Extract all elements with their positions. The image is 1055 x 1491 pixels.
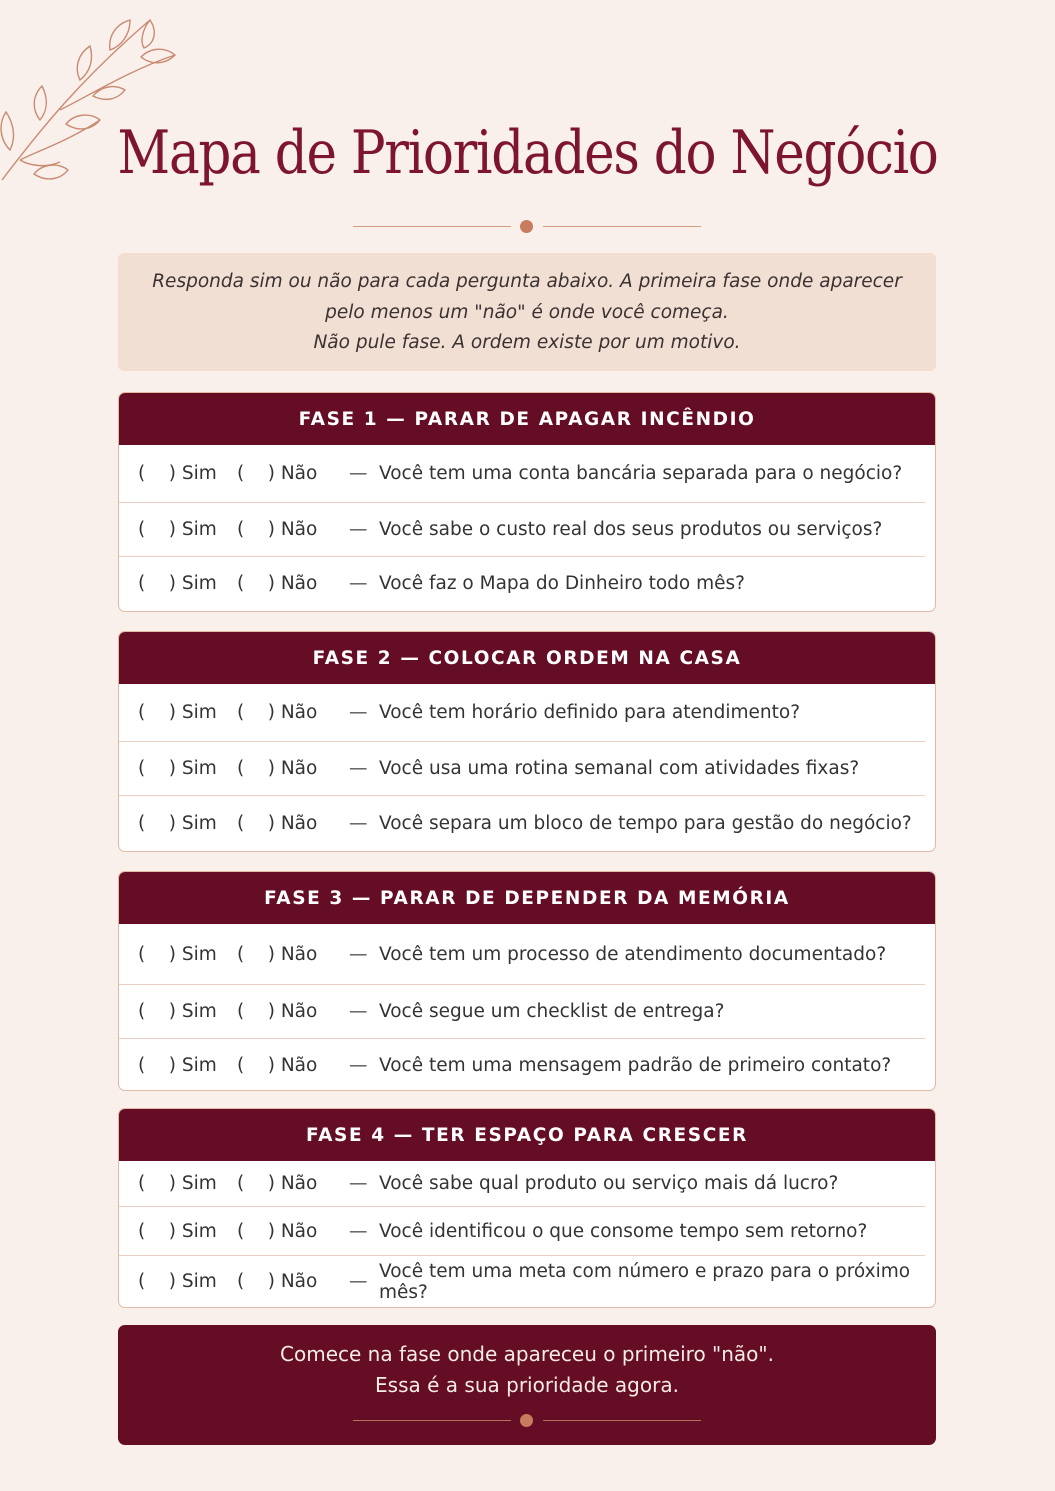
phase-4-card — [118, 1108, 936, 1308]
nao-checkbox[interactable]: ( ) Não — [237, 572, 318, 594]
dash-separator: — — [349, 1271, 368, 1292]
question-text: Você separa um bloco de tempo para gestão do negócio? — [379, 813, 912, 834]
dash-separator: — — [349, 572, 368, 594]
dash-separator: — — [349, 758, 368, 779]
sim-checkbox[interactable]: ( ) Sim — [138, 1220, 217, 1242]
sim-checkbox[interactable]: ( ) Sim — [138, 519, 217, 540]
nao-checkbox[interactable]: ( ) Não — [237, 813, 318, 834]
question-row — [119, 1207, 925, 1256]
question-text: Você identificou o que consome tempo sem retorno? — [379, 1220, 868, 1242]
question-row — [119, 445, 925, 503]
nao-checkbox[interactable]: ( ) Não — [237, 702, 318, 723]
question-text: Você segue um checklist de entrega? — [379, 1001, 725, 1022]
sim-checkbox[interactable]: ( ) Sim — [138, 1173, 217, 1194]
divider-dot-icon — [520, 220, 533, 233]
nao-checkbox[interactable]: ( ) Não — [237, 1173, 318, 1194]
phase-3-card — [118, 871, 936, 1091]
nao-checkbox[interactable]: ( ) Não — [237, 1054, 318, 1076]
question-text: Você tem um processo de atendimento documentado? — [379, 943, 887, 965]
nao-checkbox[interactable]: ( ) Não — [237, 519, 318, 540]
nao-checkbox[interactable]: ( ) Não — [237, 1220, 318, 1242]
dash-separator: — — [349, 1054, 368, 1076]
phase-3-title: FASE 3 — PARAR DE DEPENDER DA MEMÓRIA — [119, 872, 935, 924]
title-divider — [353, 220, 701, 234]
dash-separator: — — [349, 519, 368, 540]
question-text: Você tem uma meta com número e prazo para o próximo mês? — [379, 1260, 911, 1303]
question-row — [119, 1039, 925, 1091]
sim-checkbox[interactable]: ( ) Sim — [138, 813, 217, 834]
question-row — [119, 742, 925, 796]
sim-checkbox[interactable]: ( ) Sim — [138, 1054, 217, 1076]
sim-checkbox[interactable]: ( ) Sim — [138, 572, 217, 594]
nao-checkbox[interactable]: ( ) Não — [237, 758, 318, 779]
dash-separator: — — [349, 1173, 368, 1194]
dash-separator: — — [349, 702, 368, 723]
phase-1-title: FASE 1 — PARAR DE APAGAR INCÊNDIO — [119, 393, 935, 445]
page-title: Mapa de Prioridades do Negócio — [117, 118, 938, 188]
instructions-line: Responda sim ou não para cada pergunta abaixo. A primeira fase onde aparecer — [152, 271, 902, 292]
question-row — [119, 1161, 925, 1207]
nao-checkbox[interactable]: ( ) Não — [237, 1271, 318, 1292]
question-row — [119, 924, 925, 985]
sim-checkbox[interactable]: ( ) Sim — [138, 1001, 217, 1022]
phase-4-title: FASE 4 — TER ESPAÇO PARA CRESCER — [119, 1109, 935, 1161]
dash-separator: — — [349, 1220, 368, 1242]
question-row — [119, 684, 925, 742]
question-text: Você usa uma rotina semanal com atividades fixas? — [379, 758, 860, 779]
question-text: Você sabe o custo real dos seus produtos ou serviços? — [379, 519, 883, 540]
divider-dot-icon — [520, 1414, 533, 1427]
instructions-line: pelo menos um "não" é onde você começa. — [325, 301, 729, 323]
instructions-box — [118, 253, 936, 371]
nao-checkbox[interactable]: ( ) Não — [237, 463, 318, 484]
dash-separator: — — [349, 1001, 368, 1022]
phase-1-card — [118, 392, 936, 612]
footer-divider — [353, 1414, 701, 1428]
sim-checkbox[interactable]: ( ) Sim — [138, 702, 217, 723]
question-row — [119, 796, 925, 851]
dash-separator: — — [349, 943, 368, 965]
nao-checkbox[interactable]: ( ) Não — [237, 943, 318, 965]
question-text: Você tem uma conta bancária separada para o negócio? — [379, 463, 903, 484]
sim-checkbox[interactable]: ( ) Sim — [138, 1271, 217, 1292]
question-text: Você tem horário definido para atendimento? — [379, 702, 801, 723]
phase-2-card — [118, 631, 936, 852]
nao-checkbox[interactable]: ( ) Não — [237, 1001, 318, 1022]
dash-separator: — — [349, 463, 368, 484]
sim-checkbox[interactable]: ( ) Sim — [138, 463, 217, 484]
question-text: Você sabe qual produto ou serviço mais dá lucro? — [379, 1173, 839, 1194]
question-row — [119, 1256, 925, 1307]
question-text: Você tem uma mensagem padrão de primeiro contato? — [379, 1054, 892, 1076]
sim-checkbox[interactable]: ( ) Sim — [138, 758, 217, 779]
footer-line: Essa é a sua prioridade agora. — [375, 1372, 679, 1397]
dash-separator: — — [349, 813, 368, 834]
question-row — [119, 557, 925, 609]
question-text: Você faz o Mapa do Dinheiro todo mês? — [379, 572, 745, 594]
question-row — [119, 503, 925, 557]
question-row — [119, 985, 925, 1039]
instructions-line: Não pule fase. A ordem existe por um motivo. — [313, 332, 741, 353]
footer-line: Comece na fase onde apareceu o primeiro "não". — [280, 1342, 774, 1366]
sim-checkbox[interactable]: ( ) Sim — [138, 943, 217, 965]
phase-2-title: FASE 2 — COLOCAR ORDEM NA CASA — [119, 632, 935, 684]
footer-callout — [118, 1325, 936, 1445]
